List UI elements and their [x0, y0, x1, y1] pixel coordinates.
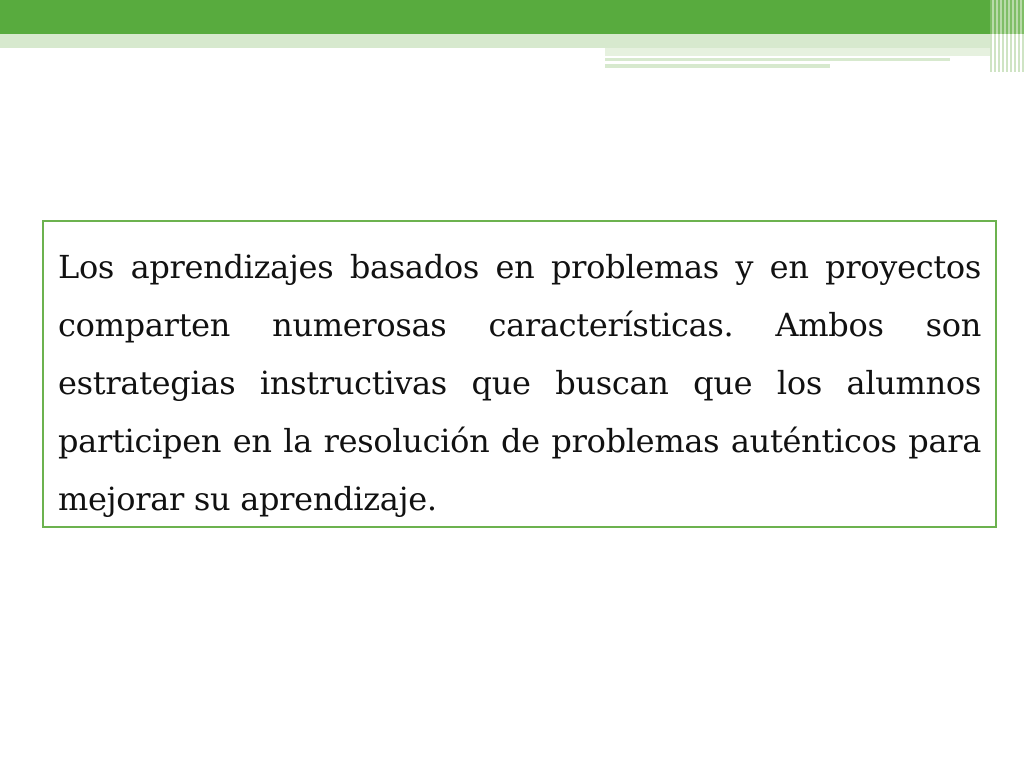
corner-stripes-top — [990, 0, 1024, 34]
content-box — [42, 220, 997, 528]
header-line — [605, 58, 950, 61]
header-band-accent — [605, 48, 990, 56]
header-band-light — [0, 34, 990, 48]
body-paragraph: Los aprendizajes basados en problemas y en proyectos comparten numerosas características. Ambos son estrategias instructivas que buscan que los alumnos participen en la resolución de problemas auténticos para mejorar su aprendizaje. — [58, 248, 981, 518]
header-band — [0, 0, 990, 34]
header-line-short — [605, 64, 830, 68]
